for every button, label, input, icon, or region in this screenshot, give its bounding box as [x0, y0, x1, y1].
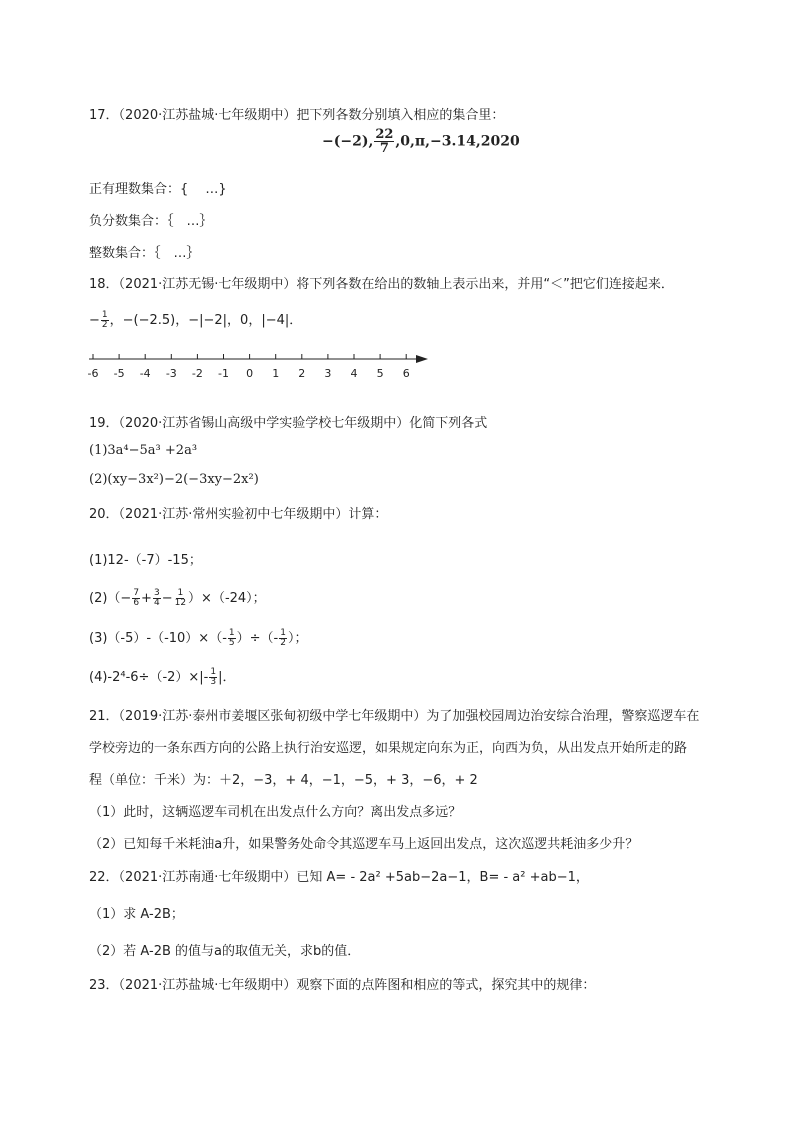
- q18-header: 18．（2021·江苏无锡·七年级期中）将下列各数在给出的数轴上表示出来，并用“＜”把它们连接起来．: [89, 277, 674, 292]
- q22-sub1: （1）求 A-2B；: [89, 907, 184, 922]
- q17-expr-suffix: ,0,π,−3.14,2020: [395, 133, 520, 150]
- axis-tick-label: -1: [218, 367, 229, 380]
- q20-p3-a: (3)（-5）-（-10）×（-: [89, 631, 227, 646]
- q18-neg-sign: −: [89, 313, 100, 328]
- q20-p3-b: ）÷（-: [236, 631, 279, 646]
- frac-den: 5: [228, 638, 235, 648]
- frac-num: 1: [280, 628, 286, 638]
- q20-p2-op2: −: [161, 591, 173, 606]
- q18-frac-num: 1: [101, 310, 108, 320]
- frac-den: 6: [133, 598, 140, 608]
- q20-p3-frac2: [279, 629, 287, 648]
- frac-num: 1: [210, 667, 217, 677]
- q20-p2-op1: +: [141, 591, 152, 606]
- q20-part4: [89, 666, 236, 687]
- frac-den: 4: [153, 598, 160, 608]
- axis-tick-label: 1: [272, 367, 280, 380]
- q21-line1: 21．（2019·江苏·泰州市姜堰区张甸初级中学七年级期中）为了加强校园周边治安综合治理，警察巡逻车在: [89, 709, 700, 724]
- q17-set-integer: 整数集合：｛ …｝: [89, 246, 200, 261]
- frac-num: 1: [177, 588, 184, 598]
- q18-rest: ，−(−2.5)，−|−2|，0，|−4|．: [109, 313, 303, 328]
- axis-tick-label: 2: [298, 367, 306, 380]
- q20-p2-open: (2)（−: [89, 591, 132, 606]
- axis-tick-label: 3: [324, 367, 332, 380]
- frac-num: 1: [228, 628, 235, 638]
- axis-tick-label: -6: [87, 367, 99, 380]
- q17-set-positive-rational: 正有理数集合：{ …}: [89, 182, 227, 197]
- axis-tick-label: -3: [165, 367, 177, 380]
- q20-p3-frac1: [228, 629, 236, 648]
- axis-tick-label: 4: [350, 367, 358, 380]
- q20-header: 20．（2021·江苏·常州实验初中七年级期中）计算：: [89, 507, 388, 522]
- q23-header: 23．（2021·江苏盐城·七年级期中）观察下面的点阵图和相应的等式，探究其中的规律：: [89, 978, 596, 993]
- q20-p4-a: (4)-2⁴-6÷（-2）×|-: [89, 670, 209, 685]
- q20-p2-frac2: [153, 589, 161, 608]
- axis-tick-label: 6: [402, 367, 410, 380]
- q21-sub1: （1）此时，这辆巡逻车司机在出发点什么方向？离出发点多远？: [89, 805, 462, 820]
- q20-p3-c: ）；: [287, 631, 308, 646]
- q20-p4-frac: [209, 668, 217, 687]
- q20-part2: [89, 587, 266, 608]
- axis-tick-label: 5: [376, 367, 384, 380]
- axis-tick-label: 0: [246, 367, 254, 380]
- q17-frac-den: 7: [379, 141, 389, 156]
- frac-den: 12: [174, 598, 187, 608]
- frac-den: 3: [210, 677, 217, 687]
- q19-part1: (1)3a⁴−5a³ +2a³: [89, 443, 198, 458]
- frac-num: 7: [133, 588, 140, 598]
- frac-num: 3: [153, 588, 160, 598]
- axis-tick-label: -5: [113, 367, 125, 380]
- q20-p2-frac3: [174, 589, 187, 608]
- q18-frac-den: 2: [101, 320, 108, 330]
- q20-p4-b: |．: [218, 670, 236, 685]
- axis-arrow: [416, 355, 428, 363]
- q20-part3: [89, 627, 307, 648]
- q17-expr-prefix: −(−2),: [322, 133, 374, 150]
- q21-line2: 学校旁边的一条东西方向的公路上执行治安巡逻，如果规定向东为正，向西为负，从出发点开始所走的路: [89, 741, 688, 756]
- q18-number-line: [0, 0, 794, 390]
- axis-tick-label: -4: [139, 367, 151, 380]
- q20-part1: (1)12-（-7）-15；: [89, 553, 202, 568]
- q17-header: 17．（2020·江苏盐城·七年级期中）把下列各数分别填入相应的集合里：: [89, 108, 505, 123]
- axis-tick-label: -2: [191, 367, 203, 380]
- q21-sub2: （2）已知每千米耗油a升，如果警务处命令其巡逻车马上返回出发点，这次巡逻共耗油多少升？: [89, 837, 639, 852]
- q19-part2: (2)(xy−3x²)−2(−3xy−2x²): [89, 472, 259, 487]
- q22-header: 22．（2021·江苏南通·七年级期中）已知 A= - 2a² +5ab−2a−1，B= - a² +ab−1，: [89, 870, 589, 885]
- q20-p2-frac1: [132, 589, 140, 608]
- q19-header: 19．（2020·江苏省锡山高级中学实验学校七年级期中）化简下列各式: [89, 416, 488, 431]
- q21-line3: 程（单位：千米）为：＋2，−3，+ 4，−1，−5，+ 3，−6，+ 2: [89, 773, 478, 788]
- frac-den: 2: [280, 638, 286, 648]
- q22-sub2: （2）若 A-2B 的值与a的取值无关，求b的值．: [89, 944, 361, 959]
- q17-frac-num: 22: [375, 127, 394, 142]
- q20-p2-close: ）×（-24）；: [188, 591, 266, 606]
- q17-set-negative-fraction: 负分数集合：｛ …｝: [89, 214, 213, 229]
